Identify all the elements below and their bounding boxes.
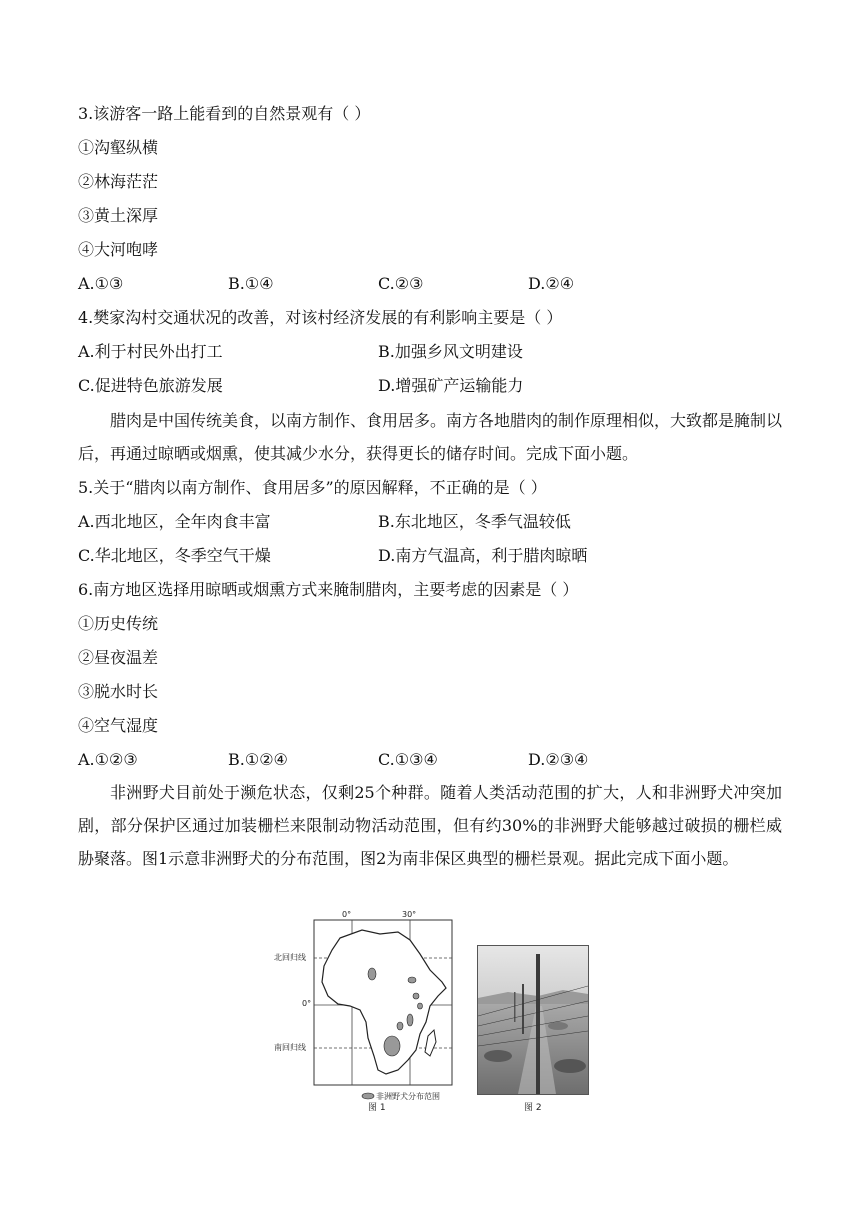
q6-stem: 6.南方地区选择用晾晒或烟熏方式来腌制腊肉，主要考虑的因素是（ ） — [78, 580, 579, 599]
q5-stem: 5.关于“腊肉以南方制作、食用居多”的原因解释，不正确的是（ ） — [78, 478, 547, 497]
distribution-patch — [384, 1036, 400, 1056]
q3-option-d: D.②④ — [528, 274, 575, 293]
distribution-patch — [408, 977, 416, 983]
africa-map-svg — [270, 910, 460, 1115]
q5-option-b: B.东北地区，冬季气温较低 — [378, 512, 571, 531]
q4-option-c: C.促进特色旅游发展 — [78, 376, 223, 395]
q6-option-a: A.①②③ — [78, 750, 138, 769]
q6-option-c: C.①③④ — [378, 750, 438, 769]
distribution-patch — [397, 1022, 403, 1030]
q3-item-1: ①沟壑纵横 — [78, 138, 159, 157]
q5-option-c: C.华北地区，冬季空气干燥 — [78, 546, 271, 565]
q4-option-b: B.加强乡风文明建设 — [378, 342, 523, 361]
q3-stem: 3.该游客一路上能看到的自然景观有（ ） — [78, 104, 371, 123]
figure-1-caption: 图 1 — [368, 1103, 386, 1113]
q6-item-4: ④空气湿度 — [78, 716, 159, 735]
q5-option-a: A.西北地区，全年肉食丰富 — [78, 512, 271, 531]
lat-label-tropic-capricorn: 南回归线 — [274, 1043, 306, 1052]
q4-option-d: D.增强矿产运输能力 — [378, 376, 524, 395]
distribution-patch — [368, 968, 376, 980]
map-legend-text: 非洲野犬分布范围 — [376, 1092, 440, 1101]
figure-2-fence-photo — [477, 945, 589, 1095]
q6-item-3: ③脱水时长 — [78, 682, 159, 701]
q6-option-b: B.①②④ — [228, 750, 288, 769]
q3-option-a: A.①③ — [78, 274, 124, 293]
q4-stem: 4.樊家沟村交通状况的改善，对该村经济发展的有利影响主要是（ ） — [78, 308, 563, 327]
q3-item-2: ②林海茫茫 — [78, 172, 159, 191]
madagascar-shape — [425, 1030, 436, 1056]
passage-wild-dog: 非洲野犬目前处于濒危状态，仅剩25个种群。随着人类活动范围的扩大，人和非洲野犬冲突加剧，部分保护区通过加装栅栏来限制动物活动范围，但有约30%的非洲野犬能够越过破损的栅栏威胁聚落。图1示意非洲野犬的分布范围，图2为南非保区典型的栅栏景观。据此完成下面小题。 — [78, 783, 782, 868]
q4-option-a: A.利于村民外出打工 — [78, 342, 223, 361]
q3-option-c: C.②③ — [378, 274, 424, 293]
q6-item-2: ②昼夜温差 — [78, 648, 159, 667]
lat-label-tropic-cancer: 北回归线 — [274, 953, 306, 962]
distribution-patch — [413, 993, 419, 999]
legend-symbol — [362, 1093, 374, 1099]
fence-photo-svg — [478, 946, 588, 1094]
lat-label-equator: 0° — [302, 999, 312, 1008]
passage-larou: 腊肉是中国传统美食，以南方制作、食用居多。南方各地腊肉的制作原理相似，大致都是腌制以后，再通过晾晒或烟熏，使其减少水分，获得更长的储存时间。完成下面小题。 — [78, 411, 783, 463]
distribution-patch — [418, 1003, 423, 1009]
q3-item-3: ③黄土深厚 — [78, 206, 159, 225]
figure-2-caption: 图 2 — [524, 1103, 542, 1113]
lon-label-30: 30° — [402, 910, 417, 919]
q6-option-d: D.②③④ — [528, 750, 589, 769]
lon-label-0: 0° — [342, 910, 352, 919]
distribution-patch — [407, 1014, 413, 1026]
q3-item-4: ④大河咆哮 — [78, 240, 159, 259]
q3-option-b: B.①④ — [228, 274, 274, 293]
q5-option-d: D.南方气温高，利于腊肉晾晒 — [378, 546, 588, 565]
q6-item-1: ①历史传统 — [78, 614, 159, 633]
figure-1-africa-map — [270, 910, 460, 1115]
